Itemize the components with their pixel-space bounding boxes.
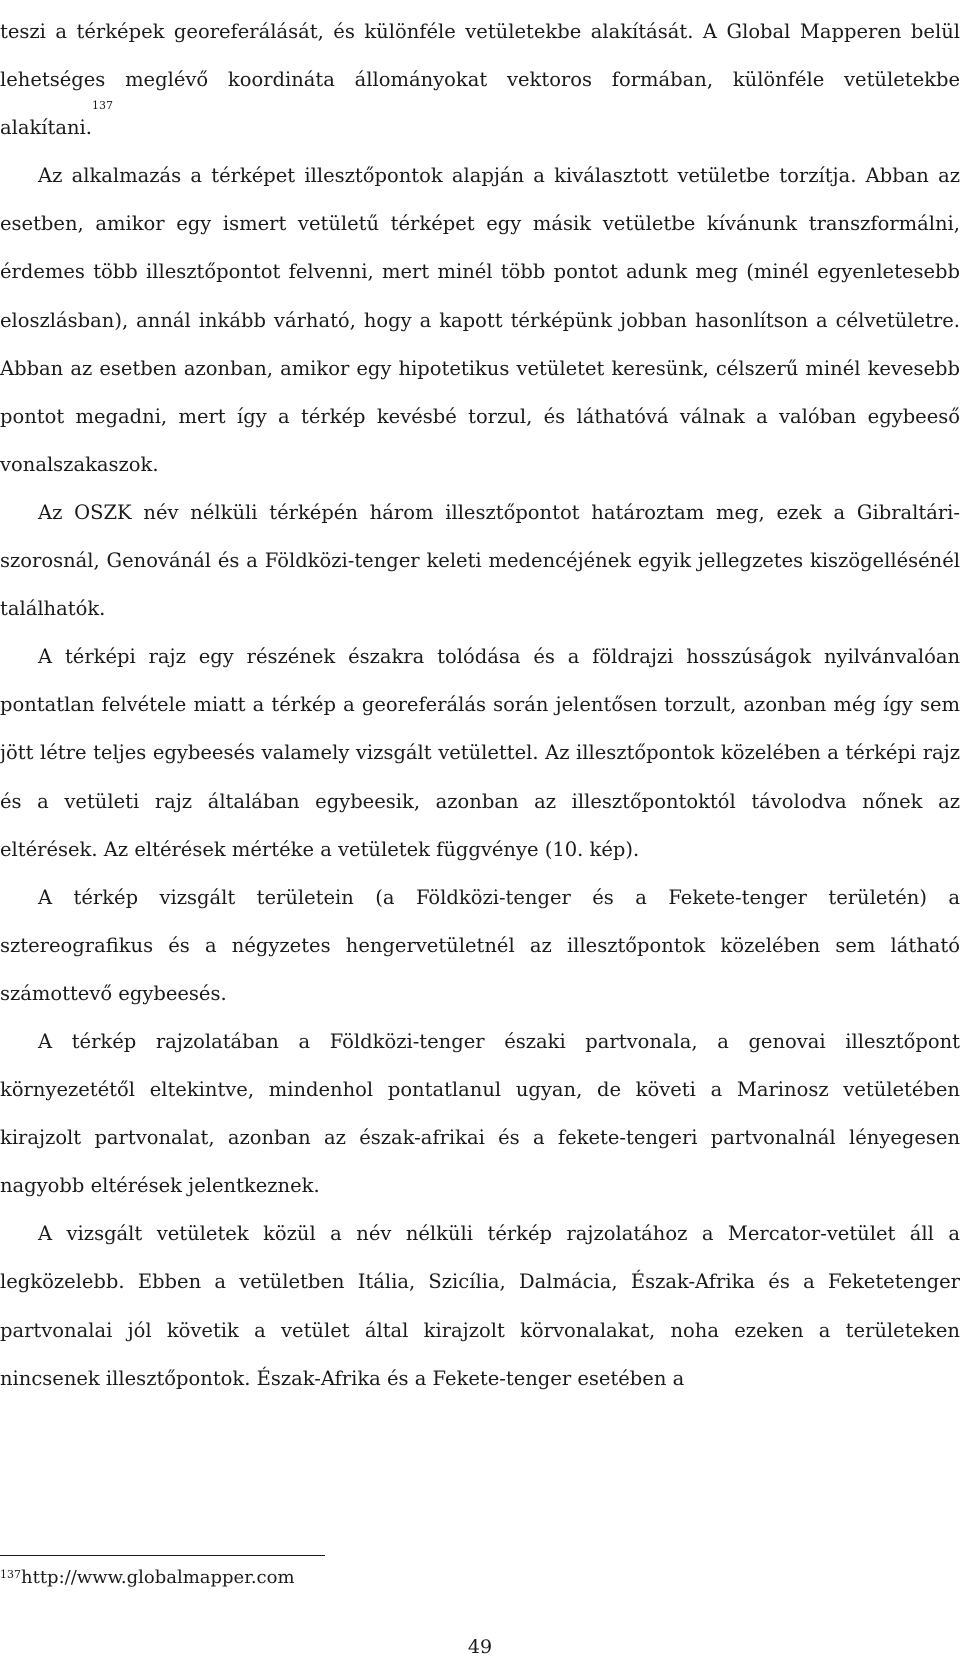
footnote [0,1566,295,1590]
paragraph-5: A térkép vizsgált területein (a Földközi-tenger és a Fekete-tenger területén) a sztereografikus és a négyzetes hengervetületnél az illesztőpontok közelében sem látható számottevő egybeesés. [0,885,960,1005]
footnote-separator [0,1555,325,1556]
paragraph-2: Az alkalmazás a térképet illesztőpontok alapján a kiválasztott vetületbe torzítja. Abban az esetben, amikor egy ismert vetületű térképet egy másik vetületbe kívánunk transzformálni, érdemes több illesztőpontot felvenni, mert minél több pontot adunk meg (minél egyenletesebb eloszlásban), annál inkább várható, hogy a kapott térképünk jobban hasonlítson a célvetületre. Abban az esetben azonban, amikor egy hipotetikus vetületet keresünk, célszerű minél kevesebb pontot megadni, mert így a térkép kevésbé torzul, és láthatóvá válnak a valóban egybeeső vonalszakaszok. [0,164,960,476]
page-number: 49 [467,1636,493,1658]
paragraph-3: Az OSZK név nélküli térképén három illesztőpontot határoztam meg, ezek a Gibraltári-szorosnál, Genovánál és a Földközi-tenger keleti medencéjének egyik jellegzetes kiszögellésénél találhatók. [0,500,960,621]
footnote-reference[interactable]: 137 [92,99,113,113]
footnote-number: 137 [0,1568,21,1581]
paragraph-7: A vizsgált vetületek közül a név nélküli térkép rajzolatához a Mercator-vetület áll a legközelebb. Ebben a vetületben Itália, Szicília, Dalmácia, Észak-Afrika és a Feketetenger partvonalai jól követik a vetület által kirajzolt körvonalakat, noha ezeken a területeken nincsenek illesztőpontok. Észak-Afrika és a Fekete-tenger esetében a [0,1222,960,1390]
footnote-link[interactable]: http://www.globalmapper.com [21,1567,295,1588]
paragraph-6: A térkép rajzolatában a Földközi-tenger északi partvonala, a genovai illesztőpont környezetétől eltekintve, mindenhol pontatlanul ugyan, de követi a Marinosz vetületében kirajzolt partvonalat, azonban az észak-afrikai és a fekete-tengeri partvonalnál lényegesen nagyobb eltérések jelentkeznek. [0,1029,960,1198]
paragraph-1 [0,8,960,152]
paragraph-text: teszi a térképek georeferálását, és különféle vetületekbe alakítását. A Global Mapperen belül lehetséges meglévő koordináta állományokat vektoros formában, különféle vetületekbe alakítani. [0,20,960,140]
paragraph-4: A térképi rajz egy részének északra tolódása és a földrajzi hosszúságok nyilvánvalóan pontatlan felvétele miatt a térkép a georeferálás során jelentősen torzult, azonban még így sem jött létre teljes egybeesés valamely vizsgált vetülettel. Az illesztőpontok közelében a térképi rajz és a vetületi rajz általában egybeesik, azonban az illesztőpontoktól távolodva nőnek az eltérések. Az eltérések mértéke a vetületek függvénye (10. kép). [0,645,960,861]
body-text [0,8,960,1403]
